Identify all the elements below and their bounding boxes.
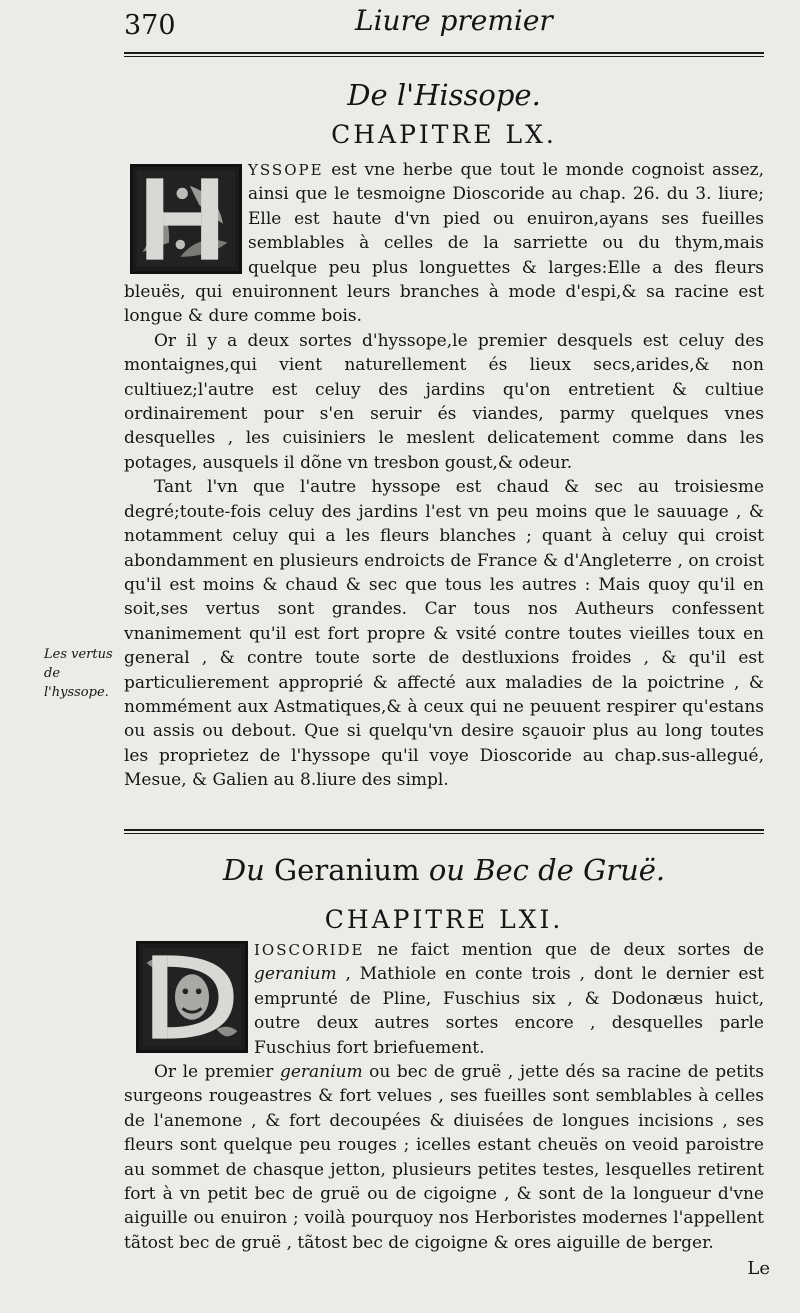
paragraph-1 bbox=[124, 158, 764, 329]
paragraph-4 bbox=[124, 938, 764, 1060]
chapter-heading-lx: CHAPITRE LX. bbox=[331, 120, 557, 149]
paragraph-5 bbox=[124, 1060, 764, 1255]
paragraph-4-text-b: , Mathiole en conte trois , dont le dernier est emprunté de Pline, Fuschius six , & Dodonæus huict, outre deux autres sortes encore , desquelles parle Fuschius fort briefuement. bbox=[254, 964, 764, 1058]
title-mid: ou bbox=[428, 853, 465, 887]
paragraph-1-text: est vne herbe que tout le monde cognoist assez, ainsi que le tesmoigne Dioscoride au chap. 26. du 3. liure; Elle est haute d'vn pied ou enuiron,ayans ses fueilles semblables à celles de la sarriette ou du thym,mais quelque peu plus longuettes & larges:Elle a des fleurs bleuës, qui enuironnent leurs branches à mode d'espi,& sa racine est longue & dure comme bois. bbox=[124, 160, 764, 327]
paragraph-4-text-a: ne faict mention que de deux sortes de bbox=[377, 940, 765, 960]
title-end: Bec de Gruë. bbox=[474, 853, 666, 887]
term-geranium: geranium bbox=[254, 964, 337, 985]
lead-word-2: IOSCORIDE bbox=[254, 941, 365, 959]
paragraph-3: Tant l'vn que l'autre hyssope est chaud & sec au troisiesme degré;toute-fois celuy des jardins l'est vn peu moins que le sauuage , & notamment celuy qui a les fleurs blanches ; quant à celuy qui croist abondamment en plusieurs endroicts de France & d'Angleterre , on croist qu'il est moins & chaud & sec que tous les autres : Mais quoy qu'il en soit,ses vertus sont grandes. Car tous nos Autheurs confessent vnanimement qu'il est fort propre & vsité contre toutes vieilles toux en general , & contre toute sorte de destluxions froides , & qu'il est particulierement approprié & affecté aux maladies de la poictrine , & nommément aux Astmatiques,& à ceux qui ne peuuent respirer qu'estans ou assis ou debout. Que si quelqu'vn desire sçauoir plus au long toutes les proprietez de l'hyssope qu'il voye Dioscoride au chap.sus-allegué, Mesue, & Galien au 8.liure des simpl. bbox=[124, 477, 764, 791]
paragraph-5-text-b: ou bec de gruë , jette dés sa racine de petits surgeons rougeastres & fort velues , ses fueilles sont semblables à celles de l'anemone , & fort decoupées & diuisées de longues incisions , ses fleurs sont quelque peu rouges ; icelles estant cheuës on veoid paroistre au sommet de chasque jetton, plusieurs petites testes, lesquelles retirent fort à vn petit bec de gruë ou de cigoigne , & sont de la longueur d'vne aiguille ou enuiron ; voilà pourquoy nos Herboristes modernes l'appellent tãtost bec de gruë , tãtost bec de cigoigne & ores aiguille de berger. bbox=[124, 1062, 764, 1253]
chapter-lx-body bbox=[124, 158, 764, 793]
page-number: 370 bbox=[124, 10, 176, 41]
chapter-lxi-body bbox=[124, 938, 764, 1255]
title-prefix: Du bbox=[222, 853, 265, 887]
middle-rule bbox=[124, 829, 764, 834]
running-head bbox=[0, 0, 800, 50]
top-rule bbox=[124, 52, 764, 57]
title-main: Geranium bbox=[274, 853, 420, 887]
section-title-geranium bbox=[124, 853, 764, 887]
paragraph-2: Or il y a deux sortes d'hyssope,le premier desquels est celuy des montaignes,qui vient naturellement és lieux secs,arides,& non cultiuez;l'autre est celuy des jardins qu'on entretient & cultiue ordinairement pour s'en seruir és viandes, parmy quelques vnes desquelles , les cuisiniers le meslent delicatement comme dans les potages, ausquels il dõne vn tresbon goust,& odeur. bbox=[124, 330, 764, 473]
section-title-hissope: De l'Hissope. bbox=[347, 78, 541, 112]
margin-note: Les vertus de l'hyssope. bbox=[44, 647, 113, 700]
lead-word: YSSOPE bbox=[248, 161, 324, 179]
catchword: Le bbox=[747, 1258, 770, 1279]
running-title: Liure premier bbox=[355, 4, 553, 37]
paragraph-5-text-a: Or le premier bbox=[154, 1062, 274, 1083]
chapter-heading-lxi: CHAPITRE LXI. bbox=[324, 905, 564, 934]
term-geranium-2: geranium bbox=[279, 1062, 363, 1083]
